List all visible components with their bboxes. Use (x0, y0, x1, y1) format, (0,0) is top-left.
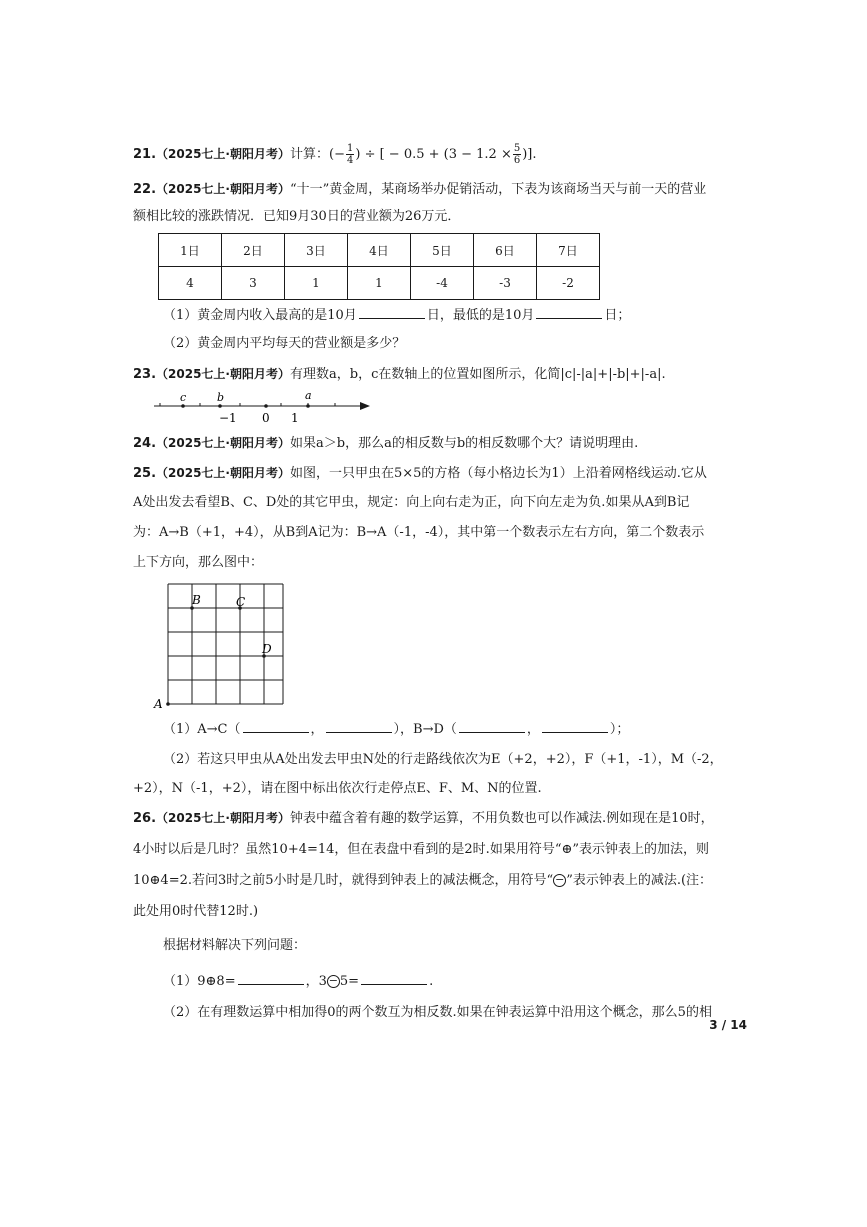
table-header-row (159, 234, 600, 267)
table-cell: -3 (474, 267, 537, 300)
tick-label: 0 (262, 411, 270, 425)
table-cell: 2日 (222, 234, 285, 267)
label-c: C (236, 595, 246, 609)
table-cell: 4 (159, 267, 222, 300)
sub-text: 日； (604, 308, 631, 323)
tick-label: −1 (219, 411, 237, 425)
page-number: 3 / 14 (709, 1018, 747, 1032)
point-a-dot (166, 702, 170, 706)
question-source: （2025七上·朝阳月考） (156, 367, 290, 381)
sub-text: ），B→D（ (393, 722, 457, 737)
question-text: 如果a＞b，那么a的相反数与b的相反数哪个大？请说明理由. (290, 436, 639, 451)
q25-sub2-line2: +2），N（-1，+2），请在图中标出依次行走停点E、F、M、N的位置. (133, 781, 542, 796)
question-source: （2025七上·朝阳月考） (156, 147, 290, 161)
question-number: 23. (133, 367, 157, 382)
point-c-dot (181, 404, 185, 408)
table-cell: 1 (348, 267, 411, 300)
label-a: a (305, 389, 312, 402)
table-cell: 3日 (285, 234, 348, 267)
table-cell: -2 (537, 267, 600, 300)
q23 (133, 364, 666, 385)
q25-line2: A处出发去看望B、C、D处的其它甲虫，规定：向上向右走为正，向下向左走为负.如果从A到B记 (133, 495, 690, 510)
expr-part: ) ÷ [ − 0.5 + (3 − 1.2 × (355, 147, 512, 162)
q25-line4: 上下方向，那么图中： (133, 555, 264, 570)
table-row (159, 267, 600, 300)
sub-text: ， (526, 722, 540, 737)
question-source: （2025七上·朝阳月考） (156, 182, 290, 196)
point-zero-dot (264, 404, 268, 408)
answer-blank[interactable] (238, 970, 304, 985)
q26-line3 (133, 871, 712, 891)
answer-blank[interactable] (542, 718, 608, 733)
question-number: 21. (133, 147, 157, 162)
question-number: 22. (133, 182, 157, 197)
q25-sub2-line1: （2）若这只甲虫从A处出发去甲虫N处的行走路线依次为E（+2，+2），F（+1，-1），M（-2， (163, 752, 723, 767)
q21 (133, 143, 537, 166)
fraction-denominator: 4 (346, 155, 354, 166)
arrow-right-icon (360, 402, 370, 410)
q24 (133, 433, 638, 454)
tick-label: 1 (291, 411, 299, 425)
sub-text: 日，最低的是10月 (426, 308, 535, 323)
answer-blank[interactable] (536, 304, 602, 319)
question-text: 计算： (290, 147, 330, 162)
q26-line2: 4小时以后是几时？虽然10+4=14，但在表盘中看到的是2时.如果用符号“⊕”表示钟表上的加法，则 (133, 842, 709, 857)
point-a-dot (306, 404, 310, 408)
table-cell: 1 (285, 267, 348, 300)
circled-minus-icon: − (555, 873, 565, 886)
grid-diagram (150, 580, 290, 710)
fraction-1-4 (346, 143, 354, 166)
fraction-5-6 (513, 143, 521, 166)
answer-blank[interactable] (326, 718, 392, 733)
sub-text: ）； (609, 722, 630, 737)
label-d: D (262, 642, 272, 656)
table-cell: 1日 (159, 234, 222, 267)
q26-line1 (133, 808, 714, 829)
table-cell: 5日 (411, 234, 474, 267)
q22-sub2: （2）黄金周内平均每天的营业额是多少？ (163, 336, 406, 351)
sub-text: ，3 (305, 974, 327, 989)
table-cell: -4 (411, 267, 474, 300)
answer-blank[interactable] (459, 718, 525, 733)
sub-text: . (429, 974, 434, 989)
question-source: （2025七上·朝阳月考） (156, 436, 290, 450)
q26-sub1 (163, 970, 433, 992)
label-a: A (154, 697, 163, 710)
fraction-numerator: 1 (346, 143, 354, 154)
point-b-dot (218, 404, 222, 408)
fraction-numerator: 5 (513, 143, 521, 154)
sub-text: 10⊕4=2.若问3时之前5小时是几时，就得到钟表上的减法概念，用符号“ (133, 873, 554, 888)
answer-blank[interactable] (243, 718, 309, 733)
table-cell: 4日 (348, 234, 411, 267)
q22-line2: 额相比较的涨跌情况．已知9月30日的营业额为26万元． (133, 209, 461, 224)
question-number: 26. (133, 811, 157, 826)
label-b: b (217, 391, 225, 404)
expr-part: )]. (522, 147, 537, 162)
question-text: 有理数a，b，c在数轴上的位置如图所示，化简|c|-|a|+|-b|+|-a|. (290, 367, 666, 382)
table-cell: 6日 (474, 234, 537, 267)
question-source: （2025七上·朝阳月考） (156, 466, 290, 480)
question-number: 24. (133, 436, 157, 451)
sub-text: 5= (339, 974, 360, 989)
answer-blank[interactable] (359, 304, 425, 319)
sub-text: （1）9⊕8= (163, 974, 236, 989)
q22-line1 (133, 179, 706, 200)
sub-text: （1）A→C（ (163, 722, 241, 737)
answer-blank[interactable] (361, 970, 427, 985)
label-b: B (192, 593, 201, 607)
question-text: “十一”黄金周，某商场举办促销活动，下表为该商场当天与前一天的营业 (290, 182, 707, 197)
expr-part: (− (329, 147, 345, 162)
question-number: 25. (133, 466, 157, 481)
sub-text: ”表示钟表上的减法.(注： (566, 873, 713, 888)
q25-sub1 (163, 718, 629, 740)
q26-sub2: （2）在有理数运算中相加得0的两个数互为相反数.如果在钟表运算中沿用这个概念，那么5的相 (163, 1005, 712, 1020)
q25-line3: 为：A→B（+1，+4），从B到A记为：B→A（-1，-4），其中第一个数表示左右方向，第二个数表示 (133, 525, 705, 540)
question-text: 如图，一只甲虫在5×5的方格（每小格边长为1）上沿着网格线运动.它从 (290, 466, 707, 481)
q26-line5: 根据材料解决下列问题： (163, 938, 307, 953)
sub-text: ， (310, 722, 324, 737)
sales-change-table (158, 233, 600, 300)
number-line (150, 386, 375, 426)
table-cell: 7日 (537, 234, 600, 267)
table-cell: 3 (222, 267, 285, 300)
q25-line1 (133, 463, 707, 484)
fraction-denominator: 6 (513, 155, 521, 166)
circled-minus-icon: − (328, 974, 338, 987)
sub-text: （1）黄金周内收入最高的是10月 (163, 308, 357, 323)
label-c: c (180, 391, 187, 404)
question-source: （2025七上·朝阳月考） (156, 811, 290, 825)
q22-sub1 (163, 304, 630, 326)
question-text: 钟表中蕴含着有趣的数学运算，不用负数也可以作减法.例如现在是10时， (290, 811, 714, 826)
q26-line4: 此处用0时代替12时.) (133, 904, 259, 919)
